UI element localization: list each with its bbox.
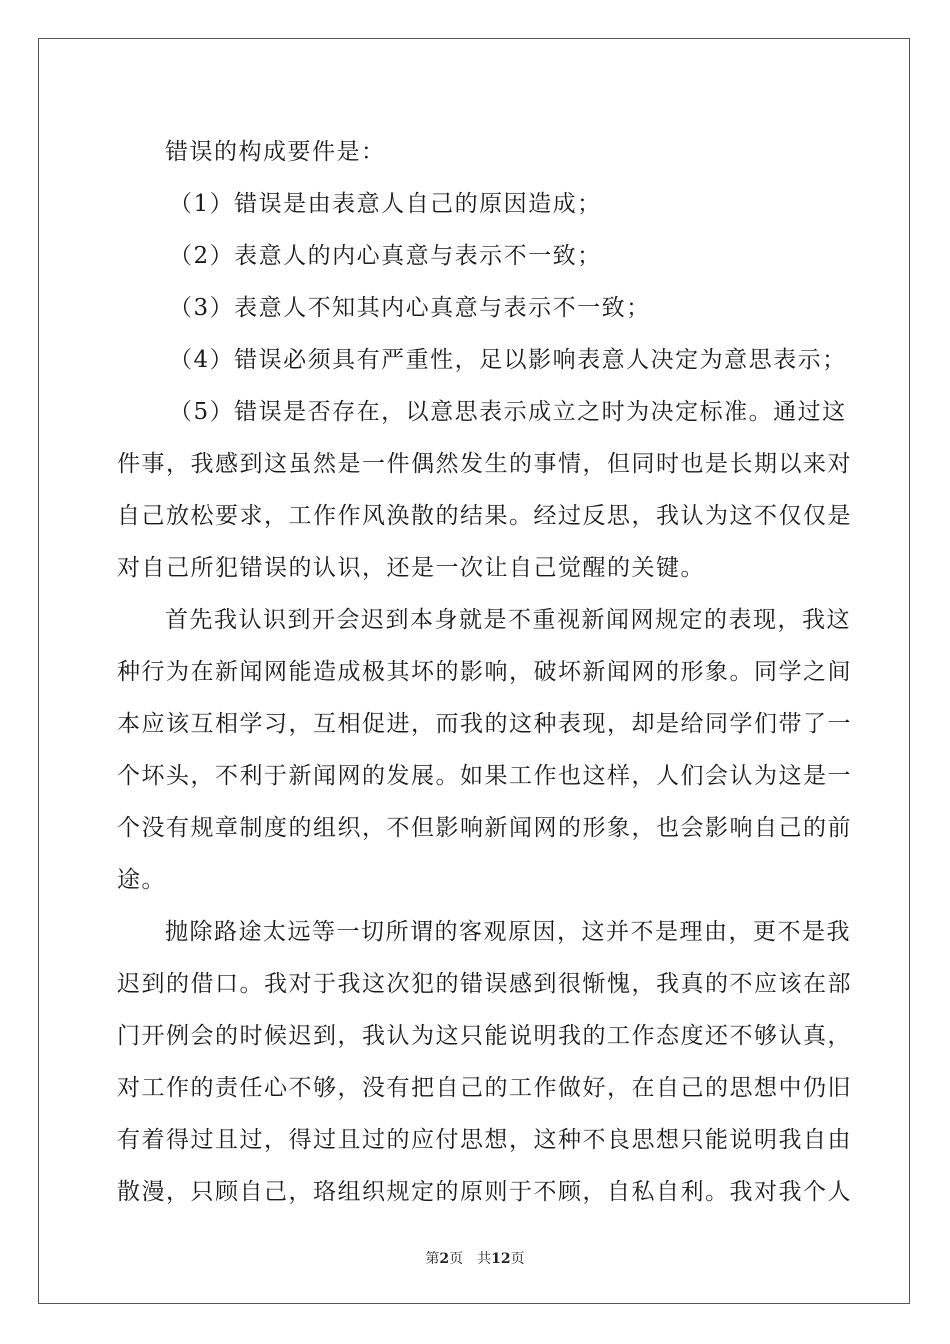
total-page-count: 12 [491, 1251, 511, 1267]
total-label-suffix: 页 [510, 1251, 525, 1267]
page-footer [0, 1248, 950, 1268]
page-label-prefix: 第 [425, 1251, 440, 1267]
list-item: （1）错误是由表意人自己的原因造成； [169, 191, 602, 217]
list-item: （2）表意人的内心真意与表示不一致； [169, 243, 602, 269]
total-label-prefix: 共 [477, 1251, 492, 1267]
paragraph-line: 对工作的责任心不够，没有把自己的工作做好，在自己的思想中仍旧 [117, 1075, 852, 1101]
list-item: （5）错误是否存在，以意思表示成立之时为决定标准。通过这 [169, 399, 847, 425]
paragraph-line: 错误的构成要件是： [165, 139, 386, 165]
paragraph-line: 件事，我感到这虽然是一件偶然发生的事情，但同时也是长期以来对 [117, 451, 852, 477]
paragraph-line: 有着得过且过，得过且过的应付思想，这种不良思想只能说明我自由 [117, 1127, 852, 1153]
list-item: （3）表意人不知其内心真意与表示不一致； [169, 295, 651, 321]
paragraph-line: 门开例会的时候迟到，我认为这只能说明我的工作态度还不够认真， [117, 1023, 852, 1049]
current-page-number: 2 [439, 1251, 450, 1267]
paragraph-line: 首先我认识到开会迟到本身就是不重视新闻网规定的表现，我这 [165, 607, 851, 633]
paragraph-line: 本应该互相学习，互相促进，而我的这种表现，却是给同学们带了一 [117, 711, 852, 737]
paragraph-line: 散漫，只顾自己，珞组织规定的原则于不顾，自私自利。我对我个人 [117, 1179, 852, 1205]
list-item: （4）错误必须具有严重性，足以影响表意人决定为意思表示； [169, 347, 847, 373]
paragraph-line: 个坏头，不利于新闻网的发展。如果工作也这样，人们会认为这是一 [117, 763, 852, 789]
document-body [117, 126, 852, 1218]
paragraph-line: 自己放松要求，工作作风涣散的结果。经过反思，我认为这不仅仅是 [117, 503, 852, 529]
paragraph-line: 个没有规章制度的组织，不但影响新闻网的形象，也会影响自己的前 [117, 815, 852, 841]
paragraph-line: 种行为在新闻网能造成极其坏的影响，破坏新闻网的形象。同学之间 [117, 659, 852, 685]
paragraph-line: 途。 [117, 867, 166, 893]
paragraph-line: 抛除路途太远等一切所谓的客观原因，这并不是理由，更不是我 [165, 919, 851, 945]
paragraph-line: 对自己所犯错误的认识，还是一次让自己觉醒的关键。 [117, 555, 705, 581]
paragraph-line: 迟到的借口。我对于我这次犯的错误感到很惭愧，我真的不应该在部 [117, 971, 852, 997]
page-label-suffix: 页 [449, 1251, 464, 1267]
